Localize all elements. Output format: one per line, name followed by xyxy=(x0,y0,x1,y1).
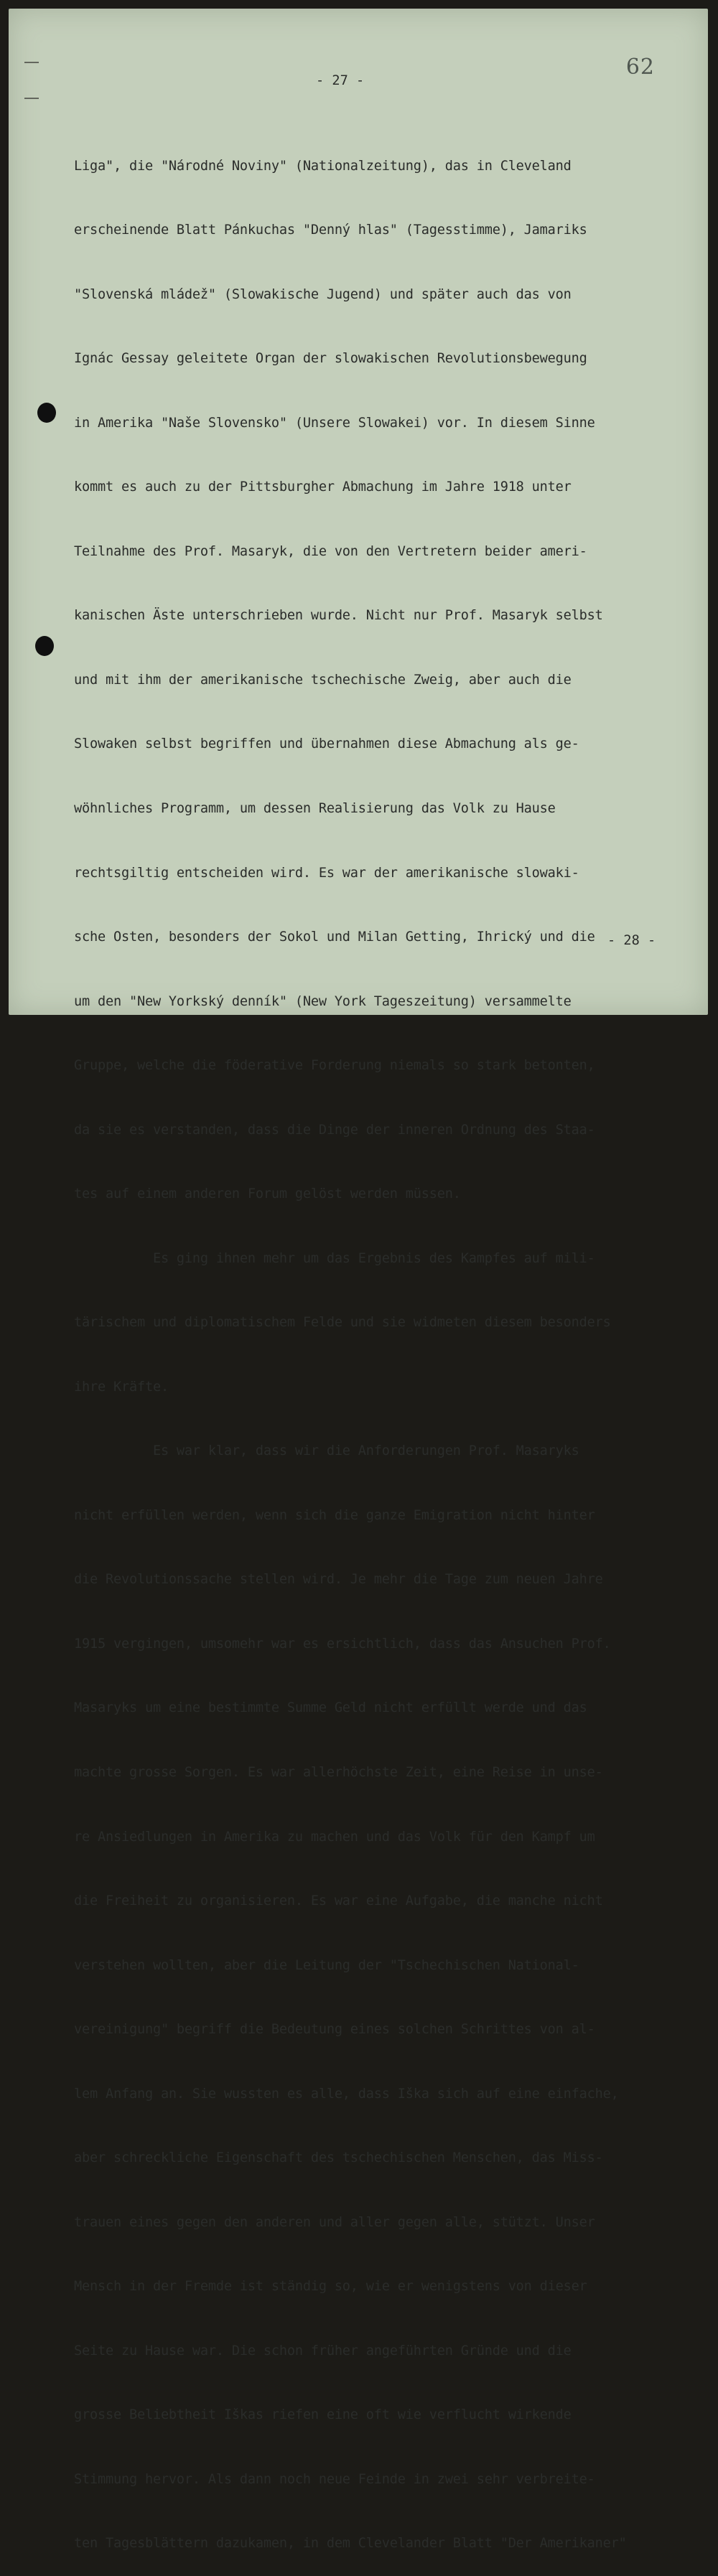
text-line: aber schreckliche Eigenschaft des tschechischen Menschen, das Miss- xyxy=(74,2150,603,2166)
text-line: die Revolutionssache stellen wird. Je mehr die Tage zum neuen Jahre xyxy=(74,1572,603,1588)
text-line: kanischen Äste unterschrieben wurde. Nicht nur Prof. Masaryk selbst xyxy=(74,608,603,624)
text-line: vereinigung" begriff die Bedeutung eines solchen Schrittes von al- xyxy=(74,2022,595,2038)
text-line: da sie es verstanden, dass die Dinge der inneren Ordnung des Staa- xyxy=(74,1122,595,1138)
text-line: tes auf einem anderen Forum gelöst werden müssen. xyxy=(74,1186,461,1202)
text-line: lem Anfang an. Sie wussten es alle, dass Iška sich auf eine einfache, xyxy=(74,2086,619,2102)
text-line: rechtsgiltig entscheiden wird. Es war der amerikanische slowaki- xyxy=(74,865,579,881)
text-line: die Freiheit zu organisieren. Es war eine Aufgabe, die manche nicht xyxy=(74,1893,603,1909)
text-line: trauen eines gegen den anderen und aller gegen alle, stützt. Unser xyxy=(74,2214,595,2230)
text-line: ihre Kräfte. xyxy=(74,1379,169,1395)
text-line: und mit ihm der amerikanische tschechische Zweig, aber auch die xyxy=(74,672,572,688)
text-line: Liga", die "Národné Noviny" (Nationalzeitung), das in Cleveland xyxy=(74,158,572,174)
body-text xyxy=(74,113,670,2576)
text-line: re Ansiedlungen in Amerika zu machen und das Volk für den Kampf um xyxy=(74,1829,595,1845)
text-line: "Slovenská mládež" (Slowakische Jugend) und später auch das von xyxy=(74,286,572,302)
text-line: Es war klar, dass wir die Anforderungen Prof. Masaryks xyxy=(74,1443,579,1459)
text-line: Slowaken selbst begriffen und übernahmen diese Abmachung als ge- xyxy=(74,736,579,752)
text-line: Es ging ihnen mehr um das Ergebnis des Kampfes auf mili- xyxy=(74,1250,595,1266)
folio-number: 62 xyxy=(625,55,655,80)
text-line: 1915 vergingen, umsomehr war es ersichtlich, dass das Ansuchen Prof. xyxy=(74,1636,611,1652)
text-line: sche Osten, besonders der Sokol und Milan Getting, Ihrický und die xyxy=(74,929,595,945)
text-line: grosse Beliebtheit Iškas riefen eine oft wie verflucht wirkende xyxy=(74,2407,572,2423)
text-line: Seite zu Hause war. Die schon früher angeführten Gründe und die xyxy=(74,2343,572,2359)
text-line: Gruppe, welche die föderative Forderung niemals so stark betonten, xyxy=(74,1058,595,1074)
text-line: Teilnahme des Prof. Masaryk, die von den Vertretern beider ameri- xyxy=(74,543,587,559)
text-line: nicht erfüllen werden, wenn sich die ganze Emigration nicht hinter xyxy=(74,1507,595,1523)
page-number: - 27 - xyxy=(316,73,365,88)
margin-mark xyxy=(24,98,39,99)
next-page-catchword: - 28 - xyxy=(607,933,656,948)
text-line: verstehen wollten, aber die Leitung der "Tschechischen National- xyxy=(74,1957,579,1973)
punch-hole xyxy=(37,403,56,423)
text-line: machte grosse Sorgen. Es war allerhöchste Zeit, eine Reise in unse- xyxy=(74,1764,603,1780)
text-line: Stimmung hervor. Als dann noch neue Feinde in zwei sehr verbreite- xyxy=(74,2471,595,2487)
text-line: wöhnliches Programm, um dessen Realisierung das Volk zu Hause xyxy=(74,801,556,816)
text-line: um den "New Yorkský denník" (New York Tageszeitung) versammelte xyxy=(74,993,572,1009)
text-line: erscheinende Blatt Pánkuchas "Denný hlas" (Tagesstimme), Jamariks xyxy=(74,223,587,238)
margin-mark xyxy=(24,62,39,63)
text-line: ten Tagesblättern dazukamen, in dem Clevelander Blatt "Der Amerikaner" xyxy=(74,2536,627,2552)
text-line: Masaryks um eine bestimmte Summe Geld nicht erfüllt werde und das xyxy=(74,1700,587,1716)
text-line: Mensch in der Fremde ist ständig so, wie er wenigstens von dieser xyxy=(74,2279,587,2295)
text-line: in Amerika "Naše Slovensko" (Unsere Slowakei) vor. In diesem Sinne xyxy=(74,415,595,431)
text-line: tärischem und diplomatischem Felde und sie widmeten diesem besonders xyxy=(74,1315,611,1331)
text-line: kommt es auch zu der Pittsburgher Abmachung im Jahre 1918 unter xyxy=(74,479,572,495)
punch-hole xyxy=(35,636,54,656)
text-line: Ignác Gessay geleitete Organ der slowakischen Revolutionsbewegung xyxy=(74,351,587,367)
